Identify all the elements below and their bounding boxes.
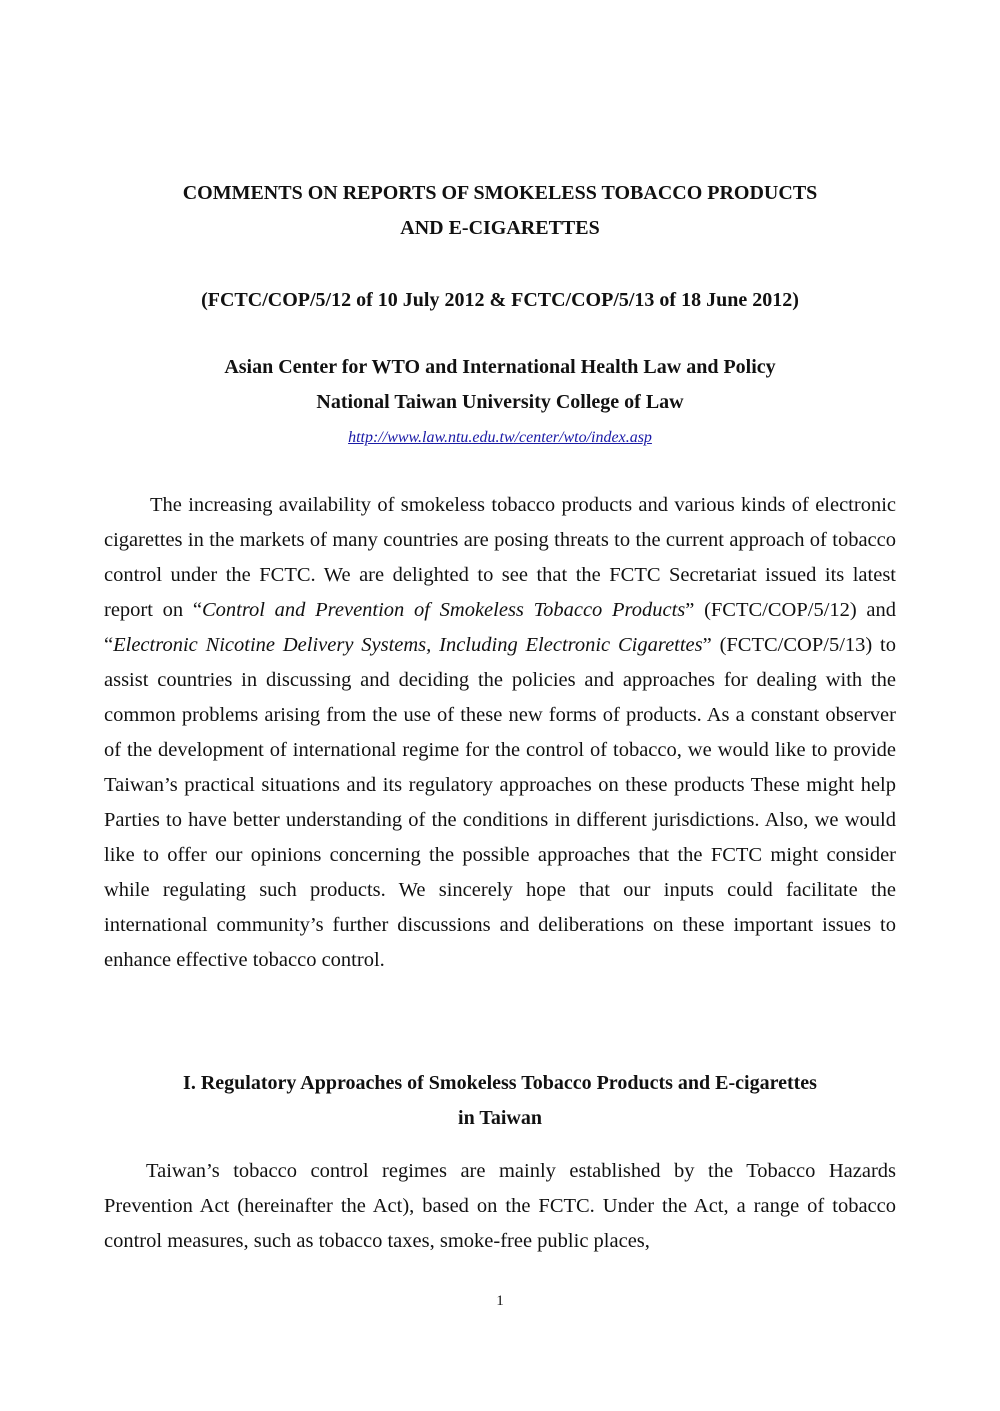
section-heading-line-1: I. Regulatory Approaches of Smokeless Tobacco Products and E-cigarettes: [183, 1072, 817, 1094]
section-heading: [100, 1066, 900, 1136]
report-title-smokeless: Control and Prevention of Smokeless Tobacco Products: [201, 599, 686, 621]
organization-line-2: National Taiwan University College of Law: [316, 391, 684, 413]
document-title: [100, 176, 900, 246]
section-body-paragraph: Taiwan’s tobacco control regimes are mainly established by the Tobacco Hazards Prevention Act (hereinafter the Act), based on the FCTC. Under the Act, a range of tobacco control measures, such as tobacco taxes, smoke-free public places,: [104, 1160, 896, 1252]
author-organization: [100, 350, 900, 420]
intro-paragraph: [104, 488, 896, 978]
document-subtitle: (FCTC/COP/5/12 of 10 July 2012 & FCTC/COP/5/13 of 18 June 2012): [201, 289, 799, 311]
section-heading-line-2: in Taiwan: [458, 1107, 542, 1129]
title-line-2: AND E-CIGARETTES: [400, 217, 600, 239]
intro-text-part-3: ” (FCTC/COP/5/13) to assist countries in discussing and deciding the policies and approaches for dealing with the common problems arising from the use of these new forms of products. As a constant observer of the development of international regime for the control of tobacco, we would like to provide Taiwan’s practical situations and its regulatory approaches on these products These might help Parties to have better understanding of the conditions in different jurisdictions. Also, we would like to offer our opinions concerning the possible approaches that the FCTC might consider while regulating such products. We sincerely hope that our inputs could facilitate the international community’s further discussions and deliberations on these important issues to enhance effective tobacco control.: [104, 634, 896, 971]
intro-text-part-2: ” (FCTC/COP/5/12) and “: [104, 599, 897, 656]
page-number: 1: [496, 1293, 504, 1309]
organization-url-link[interactable]: http://www.law.ntu.edu.tw/center/wto/index.asp: [348, 429, 652, 446]
organization-line-1: Asian Center for WTO and International Health Law and Policy: [224, 356, 776, 378]
report-title-ends: Electronic Nicotine Delivery Systems, Including Electronic Cigarettes: [113, 634, 703, 656]
title-line-1: COMMENTS ON REPORTS OF SMOKELESS TOBACCO PRODUCTS: [182, 182, 818, 204]
intro-text-part-1: The increasing availability of smokeless tobacco products and various kinds of electronic cigarettes in the markets of many countries are posing threats to the current approach of tobacco control under the FCTC. We are delighted to see that the FCTC Secretariat issued its latest report on “: [104, 494, 896, 621]
